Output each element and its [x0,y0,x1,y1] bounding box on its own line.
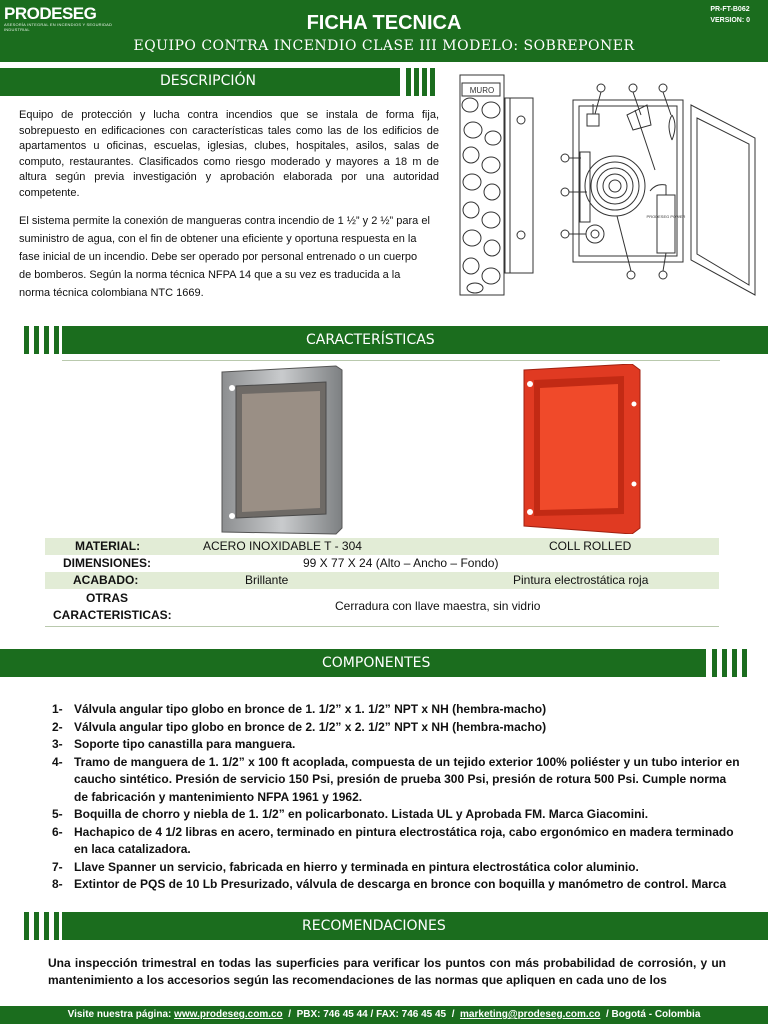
row-value-merged: Cerradura con llave maestra, sin vidrio [335,599,541,613]
row-label: ACABADO: [73,573,139,587]
company-logo: PRODESEG [4,4,97,23]
row-label: OTRAS CARACTERISTICAS: [53,591,172,622]
recomendaciones-text: Una inspección trimestral en todas las superficies para verificar los puntos con más probabilidad de corrosión, y un mantenimiento a los accesorios según las recomendaciones de las normas que apliquen en cada uno de los [48,956,726,987]
row-label: DIMENSIONES: [63,556,152,570]
row-value-red: Pintura electrostática roja [513,573,649,587]
band-stripe [414,68,419,96]
componentes-title: COMPONENTES [322,655,431,671]
diagram-label-extintor: PRODESEG POWER [646,214,686,219]
footer-email-link[interactable]: marketing@prodeseg.com.co [460,1009,601,1020]
componentes-list [52,701,742,894]
list-item [52,824,742,859]
document-code [710,4,750,26]
divider [45,626,719,627]
item-number: 2- [52,719,63,734]
item-text: Tramo de manguera de 1. 1/2” x 100 ft acoplada, compuesta de un tejido exterior 100% poliéster y un tubo interior en caucho sintético. Presión de servicio 150 Psi, presión de prueba 300 Psi, presión de rotura 500 Psi. Cumple norma de fabricación y mantenimiento NFPA 1961 y 1962. [74,754,740,804]
item-text: Soporte tipo canastilla para manguera. [74,737,296,751]
list-item [52,876,742,894]
item-text: Extintor de PQS de 10 Lb Presurizado, válvula de descarga en bronce con boquilla y manómetro de control. Marca [74,877,727,891]
item-text: Válvula angular tipo globo en bronce de 1. 1/2” x 1. 1/2” NPT x NH (hembra-macho) [74,702,547,716]
row-value-stainless: Brillante [245,573,289,587]
list-item [52,701,742,719]
footer-website-link[interactable]: www.prodeseg.com.co [174,1009,283,1020]
item-number: 6- [52,824,63,839]
footer-visit-label: Visite nuestra página: [67,1009,172,1020]
code-text: PR-FT-B062 [710,6,750,13]
row-value-red: COLL ROLLED [549,539,632,553]
band-stripe [430,68,435,96]
list-item [52,859,742,877]
item-number: 3- [52,737,63,751]
cabinet-technical-drawing [455,70,760,300]
item-text: Hachapico de 4 1/2 libras en acero, terminado en pintura electrostática roja, cabo ergonómico en madera terminado en laca catalizadora. [74,824,734,856]
band-stripe [54,912,59,940]
version-text: VERSION: 0 [710,17,750,24]
item-text: Llave Spanner un servicio, fabricada en hierro y terminada en pintura electrostática color aluminio. [74,859,639,874]
item-number: 8- [52,877,63,891]
band-stripe [742,649,747,677]
item-number: 5- [52,807,63,821]
row-value-merged: 99 X 77 X 24 (Alto – Ancho – Fondo) [303,556,499,570]
row-value-stainless: ACERO INOXIDABLE T - 304 [203,539,362,553]
caracteristicas-title: CARACTERÍSTICAS [306,332,435,348]
band-stripe [712,649,717,677]
diagram-label-muro: MURO [469,86,495,95]
band-stripe [44,326,49,354]
footer-phones: PBX: 746 45 44 / FAX: 746 45 45 [296,1009,447,1020]
footer-separator: / [605,1009,609,1020]
divider [62,360,720,361]
band-stripe [34,912,39,940]
header-bar [0,0,768,62]
red-cabinet-image [520,364,642,534]
document-title: FICHA TECNICA [306,12,462,34]
table-row-dimensiones [45,555,719,572]
item-number: 4- [52,754,63,769]
footer-separator: / [288,1009,292,1020]
table-row-material [45,538,719,555]
band-stripe [54,326,59,354]
footer-bar [0,1006,768,1024]
band-stripe [406,68,411,96]
stainless-cabinet-image [218,364,344,536]
band-stripe [24,912,29,940]
document-subtitle: EQUIPO CONTRA INCENDIO CLASE III MODELO: SOBREPONER [133,38,635,54]
band-stripe [422,68,427,96]
recomendaciones-title: RECOMENDACIONES [302,918,446,934]
item-number: 7- [52,859,63,874]
band-stripe [732,649,737,677]
item-text: Válvula angular tipo globo en bronce de 2. 1/2” x 2. 1/2” NPT x NH (hembra-macho) [74,719,547,734]
list-item [52,806,742,824]
descripcion-paragraph-1: Equipo de protección y lucha contra incendios que se instala de forma fija, sobrepuesto en edificaciones con características tales como las de los edificios de apartamentos u oficinas, escuelas, iglesias, clubes, hospitales, asilos, salas de computo, restaurantes. Clasificados como riesgo moderado y mayores a 18 m de altura según previa investigación y aprobación elaborada por una autoridad competente. [19,109,439,199]
logo-tagline: ASESORÍA INTEGRAL EN INCENDIOS Y SEGURIDAD INDUSTRIAL [4,22,113,32]
footer-separator: / [451,1009,455,1020]
item-text: Boquilla de chorro y niebla de 1. 1/2” en policarbonato. Listada UL y Aprobada FM. Marca Giacomini. [74,807,649,821]
list-item [52,736,742,754]
row-label: MATERIAL: [75,539,141,553]
band-stripe [34,326,39,354]
table-row-otras [45,589,719,625]
table-row-acabado [45,572,719,589]
list-item [52,719,742,737]
footer-city: Bogotá - Colombia [611,1009,701,1020]
descripcion-paragraph-2: El sistema permite la conexión de mangueras contra incendio de 1 ½” y 2 ½” para el suministro de agua, con el fin de obtener una eficiente y oportuna respuesta en la fase inicial de un incendio. Debe ser operado por personal entrenado o un cuerpo de bomberos. Según la norma técnica NFPA 14 que a su vez es traducida a la norma técnica colombiana NTC 1669. [19,215,430,299]
band-stripe [24,326,29,354]
item-number: 1- [52,702,63,716]
band-stripe [722,649,727,677]
list-item [52,754,742,807]
descripcion-title: DESCRIPCIÓN [160,73,256,89]
band-stripe [44,912,49,940]
